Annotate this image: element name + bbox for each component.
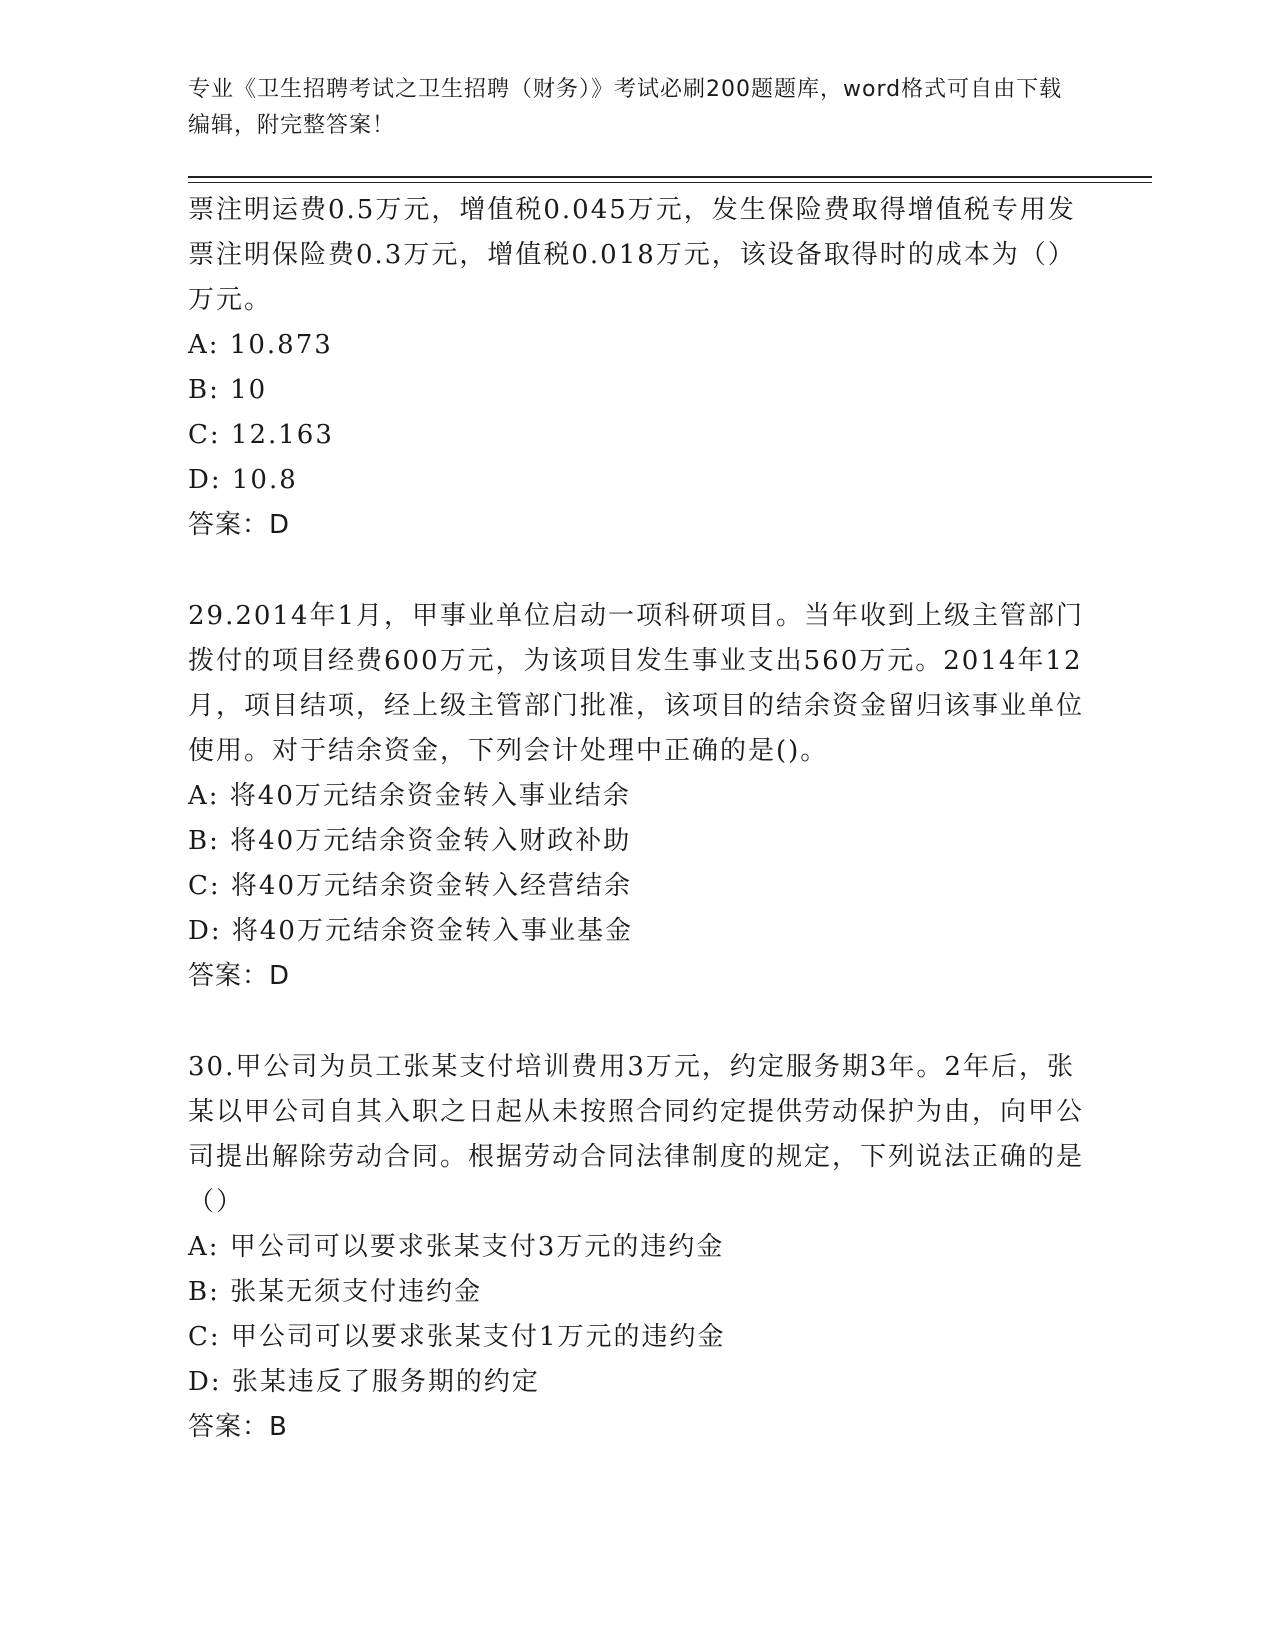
spacer <box>188 548 1088 594</box>
option-b: B: 张某无须支付违约金 <box>188 1277 483 1307</box>
answer-line: 答案：D <box>188 510 291 540</box>
page-header-text: 专业《卫生招聘考试之卫生招聘（财务）》考试必刷200题题库，word格式可自由下载编辑，附完整答案！ <box>188 77 1063 138</box>
question-text: 票注明运费0.5万元，增值税0.045万元，发生保险费取得增值税专用发票注明保险费0.3万元，增值税0.018万元，该设备取得时的成本为（）万元。 <box>188 195 1076 315</box>
spacer <box>188 999 1088 1045</box>
question-block <box>188 1045 1088 1450</box>
question-text: 30.甲公司为员工张某支付培训费用3万元，约定服务期3年。2年后，张某以甲公司自其入职之日起从未按照合同约定提供劳动保护为由，向甲公司提出解除劳动合同。根据劳动合同法律制度的规定，下列说法正确的是（） <box>188 1052 1085 1217</box>
question-block <box>188 594 1088 999</box>
option-c: C: 12.163 <box>188 420 334 450</box>
answer-line: 答案：B <box>188 1412 288 1442</box>
header-divider-thin <box>188 182 1152 183</box>
option-d: D: 将40万元结余资金转入事业基金 <box>188 916 633 946</box>
option-b: B: 将40万元结余资金转入财政补助 <box>188 826 632 856</box>
option-d: D: 张某违反了服务期的约定 <box>188 1367 540 1397</box>
question-list <box>188 188 1088 1450</box>
header-divider-thick <box>188 176 1152 178</box>
option-a: A: 10.873 <box>188 330 333 360</box>
option-a: A: 甲公司可以要求张某支付3万元的违约金 <box>188 1232 725 1262</box>
option-d: D: 10.8 <box>188 465 298 495</box>
answer-line: 答案：D <box>188 961 291 991</box>
option-c: C: 甲公司可以要求张某支付1万元的违约金 <box>188 1322 726 1352</box>
question-text: 29.2014年1月，甲事业单位启动一项科研项目。当年收到上级主管部门拨付的项目经费600万元，为该项目发生事业支出560万元。2014年12月，项目结项，经上级主管部门批准，该项目的结余资金留归该事业单位使用。对于结余资金，下列会计处理中正确的是()。 <box>188 601 1085 766</box>
question-block <box>188 188 1088 548</box>
option-c: C: 将40万元结余资金转入经营结余 <box>188 871 633 901</box>
option-b: B: 10 <box>188 375 268 405</box>
option-a: A: 将40万元结余资金转入事业结余 <box>188 781 631 811</box>
